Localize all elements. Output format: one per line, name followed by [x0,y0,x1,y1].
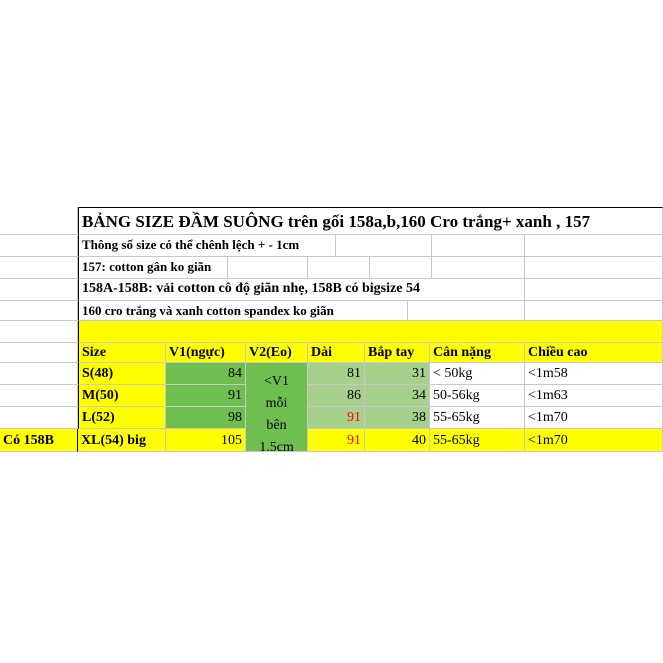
row-prefix[interactable] [0,407,78,429]
cell-blank[interactable] [370,257,432,279]
cell-blank[interactable] [0,207,78,235]
size-cell[interactable]: L(52) [78,407,166,429]
cell-blank[interactable] [408,301,525,321]
v1-cell[interactable]: 84 [166,363,246,385]
dai-cell[interactable]: 86 [308,385,365,407]
cell-blank[interactable] [525,257,663,279]
v1-cell[interactable]: 105 [166,429,246,452]
header-can-nang[interactable]: Cân nặng [430,343,525,363]
dai-cell[interactable]: 91 [308,429,365,452]
chieu-cao-cell[interactable]: <1m70 [525,429,663,452]
can-nang-cell[interactable]: 55-65kg [430,407,525,429]
cell-blank[interactable] [525,235,663,257]
cell-blank[interactable] [432,257,525,279]
cell-blank[interactable] [0,321,78,343]
bap-tay-cell[interactable]: 40 [365,429,430,452]
highlight-row[interactable] [78,321,663,343]
chieu-cao-cell[interactable]: <1m58 [525,363,663,385]
bap-tay-cell[interactable]: 34 [365,385,430,407]
note-tolerance[interactable]: Thông số size có thể chênh lệch + - 1cm [78,235,336,257]
note-157[interactable]: 157: cotton gân ko giãn [78,257,228,279]
header-v1[interactable]: V1(ngực) [166,343,246,363]
bap-tay-cell[interactable]: 31 [365,363,430,385]
note-160[interactable]: 160 cro trắng và xanh cotton spandex ko giãn [78,301,408,321]
header-bap-tay[interactable]: Bắp tay [365,343,430,363]
cell-blank[interactable] [0,343,78,363]
cell-blank[interactable] [308,257,370,279]
cell-blank[interactable] [0,301,78,321]
cell-blank[interactable] [228,257,308,279]
size-cell[interactable]: XL(54) big [78,429,166,452]
chieu-cao-cell[interactable]: <1m70 [525,407,663,429]
v2-merged-cell[interactable]: <V1 mỗi bên 1.5cm [246,363,308,452]
size-cell[interactable]: S(48) [78,363,166,385]
v1-cell[interactable]: 91 [166,385,246,407]
dai-cell[interactable]: 81 [308,363,365,385]
size-cell[interactable]: M(50) [78,385,166,407]
sheet-title[interactable]: BẢNG SIZE ĐẦM SUÔNG trên gối 158a,b,160 Cro trắng+ xanh , 157 [78,207,663,235]
cell-blank[interactable] [525,301,663,321]
chieu-cao-cell[interactable]: <1m63 [525,385,663,407]
row-prefix[interactable] [0,363,78,385]
row-prefix[interactable]: Có 158B [0,429,78,452]
header-size[interactable]: Size [78,343,166,363]
can-nang-cell[interactable]: < 50kg [430,363,525,385]
header-v2[interactable]: V2(Eo) [246,343,308,363]
cell-blank[interactable] [0,279,78,301]
header-chieu-cao[interactable]: Chiều cao [525,343,663,363]
header-dai[interactable]: Dài [308,343,365,363]
can-nang-cell[interactable]: 55-65kg [430,429,525,452]
can-nang-cell[interactable]: 50-56kg [430,385,525,407]
cell-blank[interactable] [336,235,432,257]
cell-blank[interactable] [0,235,78,257]
cell-blank[interactable] [432,235,525,257]
cell-blank[interactable] [525,279,663,301]
spreadsheet [0,207,663,452]
row-prefix[interactable] [0,385,78,407]
bap-tay-cell[interactable]: 38 [365,407,430,429]
dai-cell[interactable]: 91 [308,407,365,429]
cell-blank[interactable] [0,257,78,279]
v1-cell[interactable]: 98 [166,407,246,429]
note-158[interactable]: 158A-158B: vải cotton cô độ giãn nhẹ, 158B có bigsize 54 [78,279,525,301]
